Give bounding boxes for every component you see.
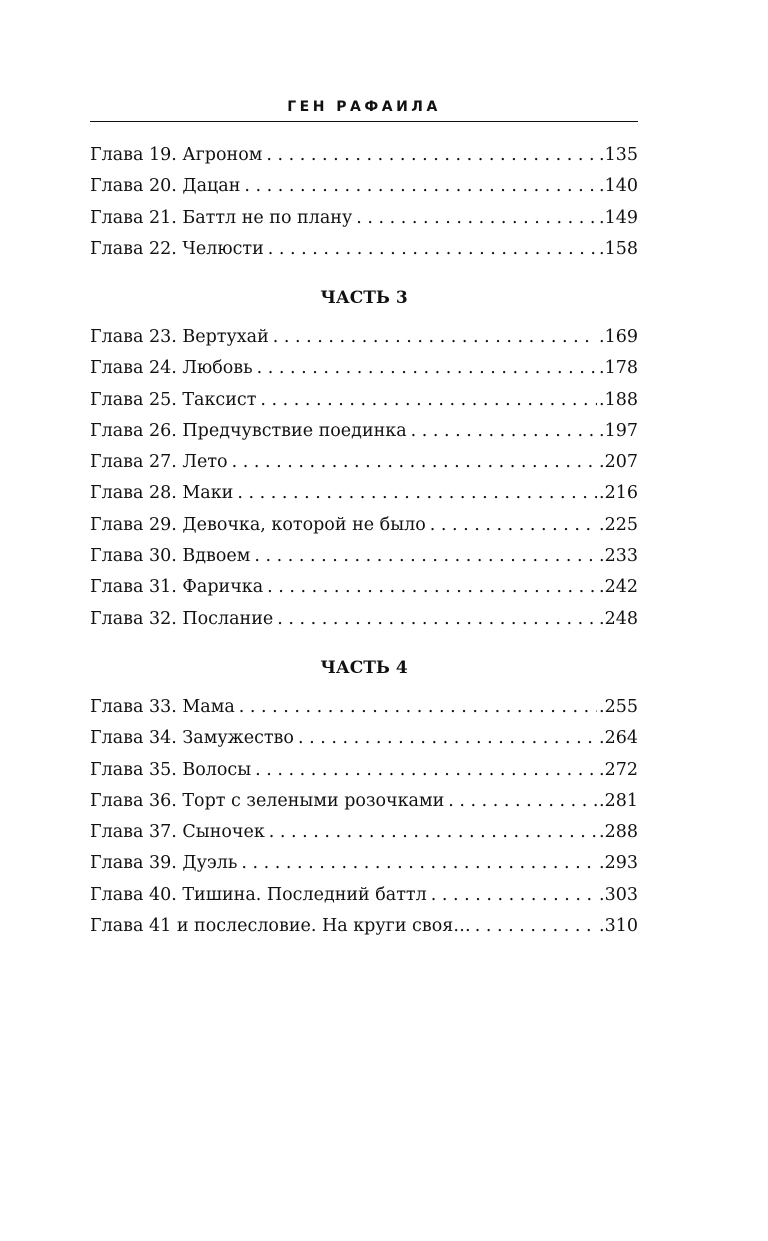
dot-leader	[237, 478, 597, 509]
toc-section-part-3	[90, 322, 638, 635]
running-header	[90, 97, 638, 122]
toc-entry[interactable]	[90, 572, 638, 603]
toc-entry[interactable]	[90, 911, 638, 942]
toc-entry-title: Глава 30. Вдвоем	[90, 546, 251, 567]
dot-leader	[277, 604, 597, 635]
toc-entry-page: .140	[599, 176, 638, 197]
toc-entry-title: Глава 28. Маки	[90, 483, 234, 504]
toc-entry[interactable]	[90, 786, 638, 817]
toc-entry-title: Глава 40. Тишина. Последний баттл	[90, 884, 427, 905]
toc-entry-title: Глава 37. Сыночек	[90, 822, 265, 843]
dot-leader	[431, 880, 597, 911]
toc-entry-page: .169	[599, 327, 638, 347]
dot-leader	[448, 786, 597, 817]
toc-entry[interactable]	[90, 171, 638, 202]
toc-entry-title: Глава 22. Челюсти	[90, 238, 264, 259]
toc-entry[interactable]	[90, 203, 638, 234]
dot-leader	[430, 510, 597, 541]
toc-entry[interactable]	[90, 140, 638, 171]
toc-entry[interactable]	[90, 692, 638, 723]
dot-leader	[267, 572, 597, 603]
dot-leader	[239, 692, 597, 723]
toc-entry-title: Глава 21. Баттл не по плану	[90, 207, 353, 228]
dot-leader	[257, 353, 597, 384]
dot-leader	[411, 416, 597, 447]
toc-entry-title: Глава 27. Лето	[90, 452, 228, 473]
toc-entry-title: Глава 41 и послесловие. На круги своя…	[90, 916, 471, 937]
toc-entry[interactable]	[90, 723, 638, 754]
dot-leader	[356, 203, 597, 234]
toc-entry[interactable]	[90, 755, 638, 786]
toc-entry-title: Глава 36. Торт с зелеными розочками	[90, 790, 445, 811]
dot-leader	[475, 911, 597, 942]
toc-entry-page: .207	[599, 452, 638, 473]
toc-entry-title: Глава 33. Мама	[90, 697, 235, 717]
toc-entry-page: .233	[599, 546, 638, 567]
toc-entry-title: Глава 20. Дацан	[90, 176, 241, 197]
toc-entry-page: .288	[599, 822, 638, 843]
toc-entry-page: .310	[599, 916, 638, 937]
dot-leader	[298, 723, 597, 754]
toc-entry[interactable]	[90, 510, 638, 541]
dot-leader	[273, 322, 597, 353]
toc-entry-title: Глава 32. Послание	[90, 608, 274, 629]
toc-entry-title: Глава 23. Вертухай	[90, 327, 269, 347]
toc-entry-page: .225	[599, 514, 638, 535]
dot-leader	[266, 140, 597, 171]
toc-entry-page: .188	[599, 389, 638, 410]
toc-entry-title: Глава 25. Таксист	[90, 389, 257, 410]
toc-entry-page: .216	[599, 483, 638, 504]
toc-entry-title: Глава 19. Агроном	[90, 145, 263, 165]
dot-leader	[255, 755, 597, 786]
toc-entry-title: Глава 29. Девочка, которой не было	[90, 514, 426, 535]
toc-entry-page: .255	[599, 697, 638, 717]
running-title: ГЕН РАФАИЛА	[287, 99, 441, 115]
toc-entry-page: .178	[599, 358, 638, 379]
toc-entry-title: Глава 34. Замужество	[90, 728, 294, 749]
toc-entry-title: Глава 24. Любовь	[90, 358, 253, 379]
toc-entry[interactable]	[90, 848, 638, 879]
toc-entry-title: Глава 35. Волосы	[90, 759, 252, 780]
dot-leader	[244, 171, 597, 202]
toc-entry[interactable]	[90, 234, 638, 265]
toc-entry-page: .281	[599, 790, 638, 811]
toc-entry-title: Глава 31. Фаричка	[90, 577, 264, 598]
toc-entry-page: .197	[599, 420, 638, 441]
dot-leader	[232, 447, 597, 478]
toc-entry[interactable]	[90, 478, 638, 509]
toc-entry-page: .135	[599, 145, 638, 165]
toc-section-part-2-continued	[90, 140, 638, 265]
toc-entry-page: .272	[599, 759, 638, 780]
toc-entry[interactable]	[90, 385, 638, 416]
toc-entry[interactable]	[90, 447, 638, 478]
dot-leader	[254, 541, 597, 572]
toc-entry[interactable]	[90, 322, 638, 353]
toc-entry[interactable]	[90, 416, 638, 447]
toc-entry-page: .248	[599, 608, 638, 629]
toc-entry-page: .303	[599, 884, 638, 905]
toc-entry[interactable]	[90, 541, 638, 572]
toc-entry-title: Глава 39. Дуэль	[90, 853, 238, 874]
toc-entry[interactable]	[90, 604, 638, 635]
toc-section-part-4	[90, 692, 638, 942]
toc-entry[interactable]	[90, 817, 638, 848]
toc-entry[interactable]	[90, 880, 638, 911]
dot-leader	[268, 234, 597, 265]
toc-entry[interactable]	[90, 353, 638, 384]
dot-leader	[241, 848, 597, 879]
toc-entry-title: Глава 26. Предчувствие поединка	[90, 420, 407, 441]
dot-leader	[260, 385, 597, 416]
dot-leader	[269, 817, 597, 848]
toc-entry-page: .158	[599, 238, 638, 259]
toc-entry-page: .242	[599, 577, 638, 598]
toc-entry-page: .293	[599, 853, 638, 874]
toc-entry-page: .149	[599, 207, 638, 228]
toc-entry-page: .264	[599, 728, 638, 749]
part-4-heading: ЧАСТЬ 4	[320, 658, 408, 678]
part-3-heading: ЧАСТЬ 3	[320, 288, 408, 308]
